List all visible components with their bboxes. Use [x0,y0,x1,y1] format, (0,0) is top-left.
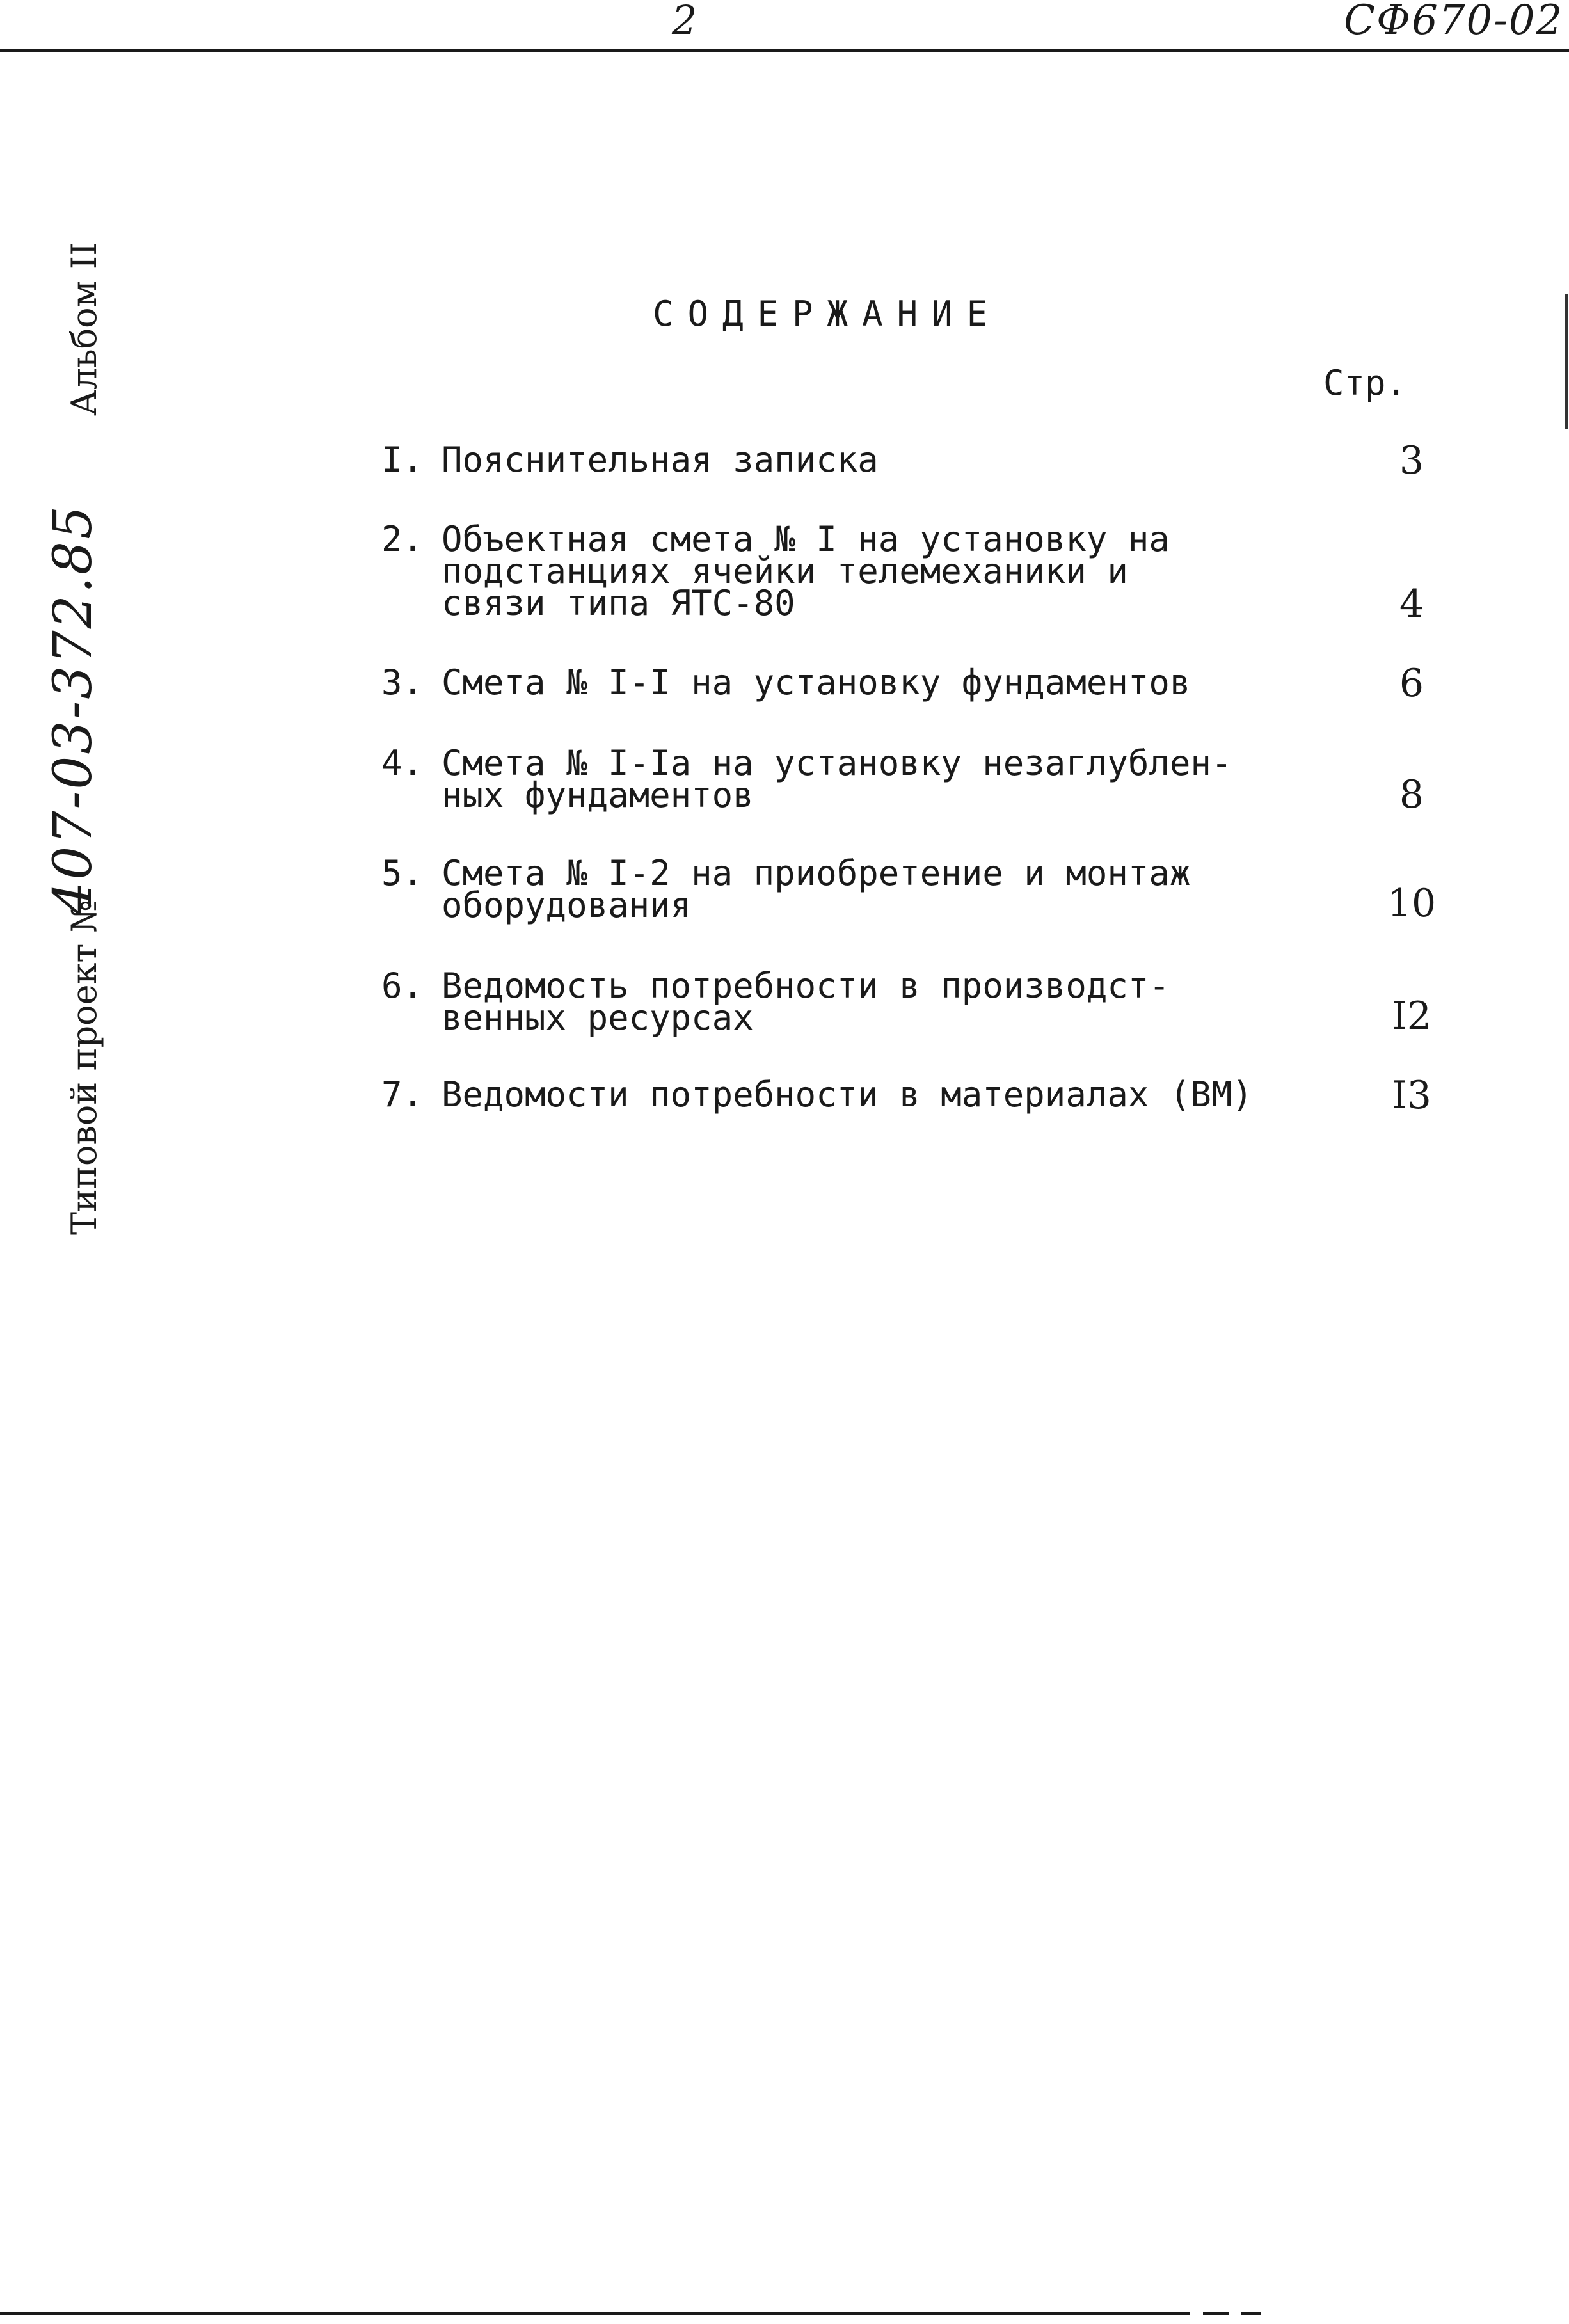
entry-page: 3 [1399,438,1424,483]
entry-page: I2 [1392,994,1431,1039]
entry-page: 4 [1399,582,1424,626]
stamp-typical-project: Типовой проект № [64,900,104,1235]
side-stamp [43,211,122,1235]
page-number: 2 [672,0,697,44]
right-edge-mark [1565,294,1568,429]
entry-text: Объектная смета № I на установку на подстанциях ячейки телемеханики и связи типа ЯТС-80 [442,519,1170,623]
entry-number: 4. [381,743,424,783]
entry-page: 6 [1399,661,1424,706]
entry-text: Смета № I-Iа на установку незаглублен- ных фундаментов [442,743,1232,815]
toc-title: СОДЕРЖАНИЕ [653,294,1002,334]
bottom-rule [0,2312,1190,2315]
entry-number: 7. [381,1074,424,1115]
entry-page: 8 [1399,772,1424,817]
entry-number: 6. [381,966,424,1006]
document-code: СФ670-02 [1344,0,1564,44]
entry-number: 2. [381,519,424,559]
entry-page: 10 [1387,881,1437,926]
entry-number: 5. [381,853,424,893]
stamp-project-number: 407-03-372.85 [43,504,104,915]
stamp-album: Альбом II [64,242,104,416]
top-rule [0,49,1569,52]
entry-page: I3 [1392,1073,1431,1118]
entry-number: 3. [381,662,424,703]
entry-text: Ведомость потребности в производст- венных ресурсах [442,966,1170,1038]
bottom-rule-dash [1203,2312,1229,2315]
entry-text: Смета № I-2 на приобретение и монтаж оборудования [442,853,1191,925]
entry-number: I. [381,440,424,480]
page-column-header: Стр. [1323,363,1407,403]
entry-text: Смета № I-I на установку фундаментов [442,662,1191,703]
bottom-rule-dash [1241,2312,1261,2315]
entry-text: Ведомости потребности в материалах (ВМ) [442,1074,1253,1115]
entry-text: Пояснительная записка [442,440,879,480]
